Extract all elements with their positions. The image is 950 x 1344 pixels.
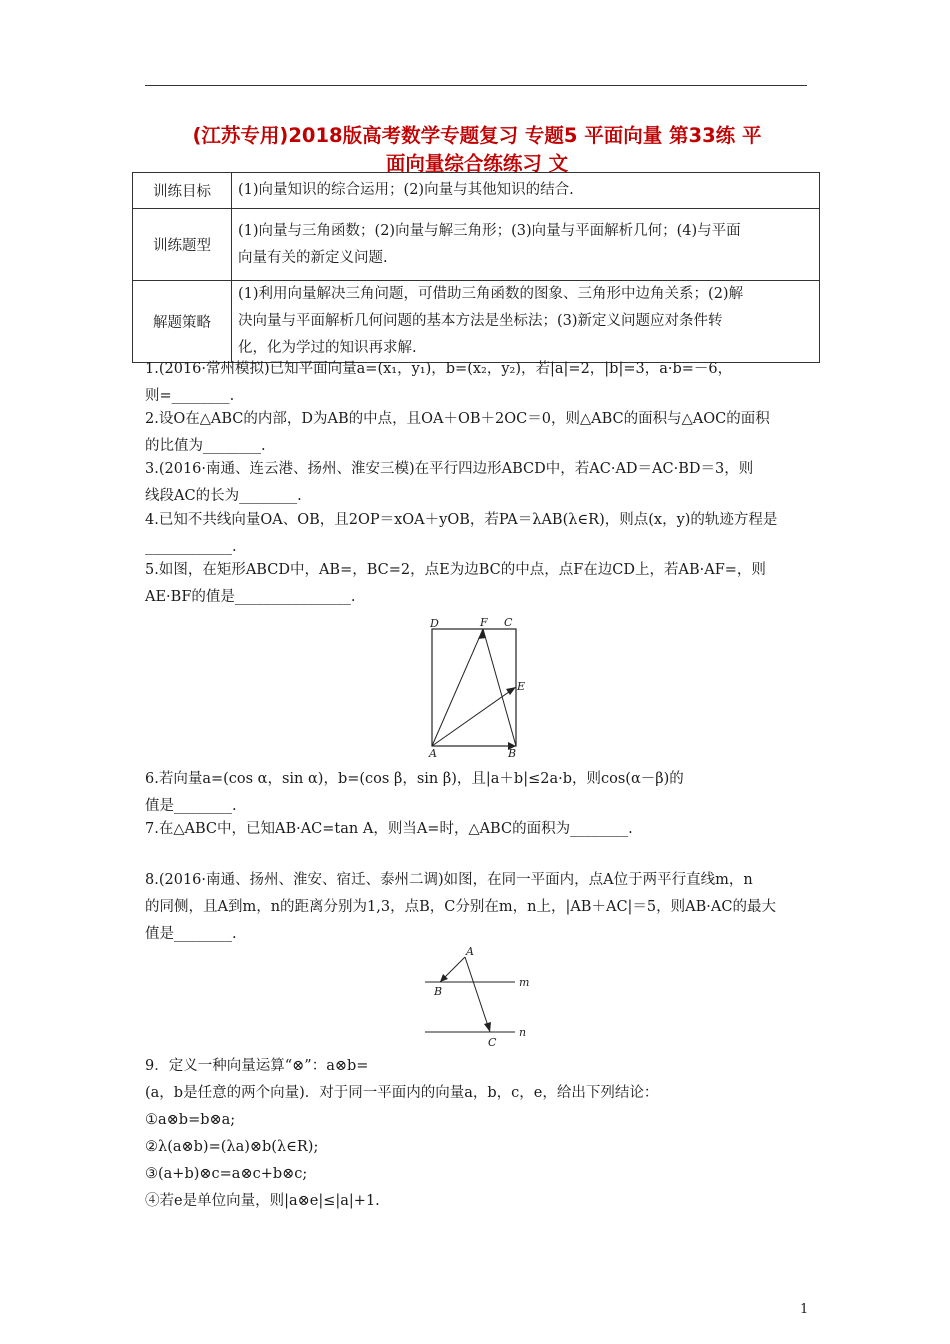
header-rule	[145, 85, 807, 86]
parallel-lines-figure	[420, 945, 540, 1050]
question-4	[145, 507, 810, 561]
label-a: A	[429, 747, 437, 757]
label-b: B	[434, 985, 443, 998]
page-title	[132, 122, 822, 178]
question-2	[145, 406, 810, 460]
question-8	[145, 867, 810, 948]
question-line: ____________.	[145, 539, 237, 555]
arrowhead-e	[506, 687, 516, 695]
label-b: B	[508, 747, 517, 757]
question-line: 8.(2016·南通、扬州、淮安、宿迁、泰州二调)如图，在同一平面内，点A位于两平行直线m，n	[145, 872, 753, 888]
row-value	[232, 209, 820, 281]
question-5	[145, 557, 810, 611]
row-line: 决向量与平面解析几何问题的基本方法是坐标法；(3)新定义问题应对条件转	[238, 313, 723, 329]
question-line: ②λ(a⊗b)=(λa)⊗b(λ∈R);	[145, 1139, 319, 1155]
label-a: A	[466, 945, 474, 958]
vector-bf	[483, 629, 516, 746]
question-line: 则=________.	[145, 388, 235, 404]
question-line: 9．定义一种向量运算“⊗”：a⊗b=	[145, 1058, 369, 1074]
page-number: 1	[800, 1302, 809, 1317]
title-line-2: 面向量综合练练习 文	[385, 152, 569, 175]
row-line: (1)向量知识的综合运用；(2)向量与其他知识的结合.	[238, 182, 574, 198]
question-line: 5.如图，在矩形ABCD中，AB=，BC=2，点E为边BC的中点，点F在边CD上，若AB·AF=，则	[145, 562, 766, 578]
training-info-table	[132, 172, 820, 363]
question-3	[145, 456, 810, 510]
label-e: E	[517, 680, 526, 693]
row-label: 训练题型	[133, 209, 232, 281]
question-line: 2.设O在△ABC的内部，D为AB的中点，且OA＋OB＋2OC＝0，则△ABC的面积与△AOC的面积	[145, 411, 770, 427]
rectangle-abcd	[432, 629, 516, 746]
question-9	[145, 1053, 810, 1215]
question-line: 线段AC的长为________.	[145, 488, 302, 504]
question-line: 3.(2016·南通、连云港、扬州、淮安三模)在平行四边形ABCD中，若AC·AD＝AC·BD＝3，则	[145, 461, 754, 477]
question-line: ①a⊗b=b⊗a;	[145, 1112, 236, 1128]
question-line: 的比值为________.	[145, 438, 266, 454]
question-line: 的同侧，且A到m，n的距离分别为1,3，点B，C分别在m，n上，|AB＋AC|＝5，则AB·AC的最大	[145, 899, 776, 915]
question-line: 7.在△ABC中，已知AB·AC=tan A，则当A=时，△ABC的面积为________.	[145, 821, 633, 837]
table-row	[133, 281, 820, 363]
question-7	[145, 816, 810, 843]
question-line: 6.若向量a=(cos α，sin α)，b=(cos β，sin β)，且|a＋b|≤2a·b，则cos(α－β)的	[145, 771, 684, 787]
question-line: (a，b是任意的两个向量)．对于同一平面内的向量a，b，c，e，给出下列结论：	[145, 1085, 659, 1101]
row-line: 向量有关的新定义问题.	[238, 249, 388, 266]
label-d: D	[430, 617, 439, 630]
question-line: AE·BF的值是________________.	[145, 589, 356, 605]
question-line: ④若e是单位向量，则|a⊗e|≤|a|+1.	[145, 1193, 380, 1209]
question-line: 4.已知不共线向量OA、OB，且2OP＝xOA＋yOB，若PA＝λAB(λ∈R)，则点(x，y)的轨迹方程是	[145, 512, 778, 528]
rectangle-figure	[420, 612, 530, 757]
table-row	[133, 173, 820, 209]
arrowhead-c	[484, 1022, 491, 1032]
question-line: 值是________.	[145, 926, 237, 942]
question-line: 值是________.	[145, 798, 237, 814]
question-1	[145, 356, 810, 410]
row-label: 训练目标	[133, 173, 232, 209]
label-f: F	[480, 616, 488, 629]
title-line-1: (江苏专用)2018版高考数学专题复习 专题5 平面向量 第33练 平	[192, 124, 762, 147]
label-m: m	[519, 976, 530, 989]
row-value	[232, 281, 820, 363]
label-c: C	[488, 1036, 497, 1049]
question-6	[145, 766, 810, 820]
row-value	[232, 173, 820, 209]
row-line: (1)向量与三角函数；(2)向量与解三角形；(3)向量与平面解析几何；(4)与平面	[238, 222, 741, 239]
label-n: n	[519, 1026, 527, 1039]
question-line: 1.(2016·常州模拟)已知平面向量a=(x₁，y₁)，b=(x₂，y₂)，若|a|=2，|b|=3，a·b=－6，	[145, 361, 733, 377]
row-label: 解题策略	[133, 281, 232, 363]
row-line: (1)利用向量解决三角问题，可借助三角函数的图象、三角形中边角关系；(2)解	[238, 286, 744, 302]
question-line: ③(a+b)⊗c=a⊗c+b⊗c;	[145, 1166, 308, 1182]
label-c: C	[504, 616, 513, 629]
row-line: 化，化为学过的知识再求解.	[238, 340, 417, 356]
table-row	[133, 209, 820, 281]
vector-ac	[465, 957, 490, 1032]
